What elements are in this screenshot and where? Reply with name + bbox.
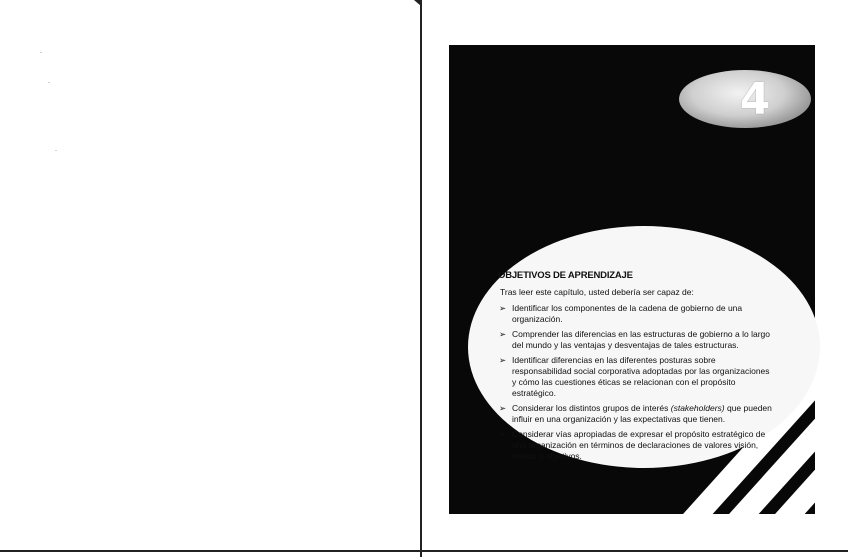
objective-item	[498, 429, 773, 462]
objective-item	[498, 329, 773, 351]
bullet-arrow-icon: ➢	[499, 355, 507, 365]
objective-text-before: Considerar los distintos grupos de interés	[512, 403, 671, 413]
objective-text-after: que pueden influir en una organización y las expectativas que tienen.	[512, 403, 772, 424]
bullet-arrow-icon: ➢	[499, 429, 507, 439]
objectives-intro: Tras leer este capítulo, usted debería ser capaz de:	[500, 287, 694, 297]
objective-item	[498, 403, 773, 425]
left-page	[0, 0, 420, 557]
scan-speck	[48, 82, 50, 83]
objectives-title: OBJETIVOS DE APRENDIZAJE	[498, 270, 633, 281]
objective-text: Comprender las diferencias en las estructuras de gobierno a lo largo del mundo y las ventajas y desventajas de tales estructuras.	[512, 329, 770, 350]
scan-speck	[40, 52, 42, 53]
bullet-arrow-icon: ➢	[499, 329, 507, 339]
bullet-arrow-icon: ➢	[499, 403, 507, 413]
learning-objectives	[498, 270, 773, 466]
objective-item	[498, 355, 773, 399]
page-bottom-edge	[0, 550, 848, 552]
scan-speck	[55, 150, 57, 151]
objectives-list	[498, 303, 773, 462]
bullet-arrow-icon: ➢	[499, 303, 507, 313]
objective-text: Identificar los componentes de la cadena de gobierno de una organización.	[512, 303, 743, 324]
objective-item	[498, 303, 773, 325]
objective-text: Considerar vías apropiadas de expresar el propósito estratégico de una organización en términos de declaraciones de valores visión, misión u objetivos.	[512, 429, 766, 461]
chapter-number: 4	[739, 74, 771, 125]
objective-text-italic: (stakeholders)	[670, 403, 725, 413]
objective-text: Identificar diferencias en las diferentes posturas sobre responsabilidad social corporativa adoptadas por las organizaciones y cómo las cuestiones éticas se relacionan con el propósito estratégico.	[512, 355, 770, 398]
